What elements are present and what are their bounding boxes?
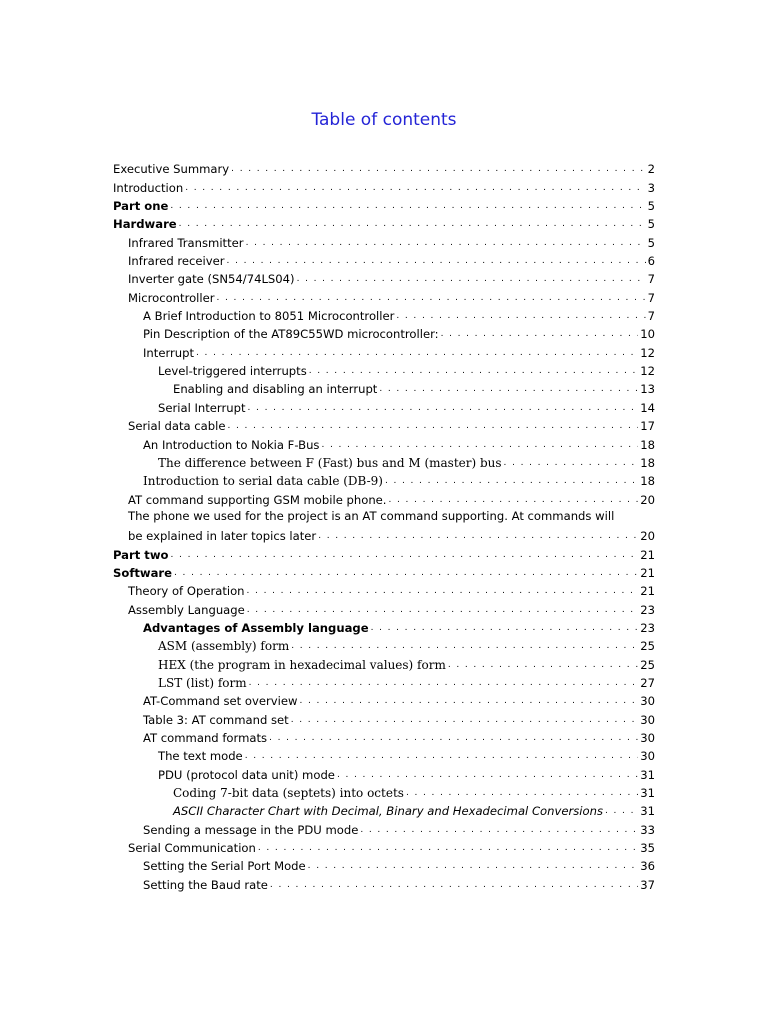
toc-entry[interactable]	[113, 763, 655, 781]
dot-leader	[321, 439, 638, 452]
dot-leader	[245, 750, 639, 763]
dot-leader	[385, 475, 638, 488]
toc-page-number: 36	[640, 859, 655, 874]
toc-entry-label: A Brief Introduction to 8051 Microcontroller	[143, 309, 395, 324]
toc-page-number: 7	[647, 309, 655, 324]
toc-page-number: 6	[647, 254, 655, 269]
toc-page-number: 20	[640, 492, 655, 507]
toc-entry[interactable]	[113, 635, 655, 653]
dot-leader	[396, 310, 645, 323]
toc-entry-label-continued: be explained in later topics later	[128, 529, 317, 544]
toc-entry-label: Software	[113, 565, 173, 580]
toc-entry-label: Serial Communication	[128, 841, 256, 856]
dot-leader	[258, 842, 638, 855]
toc-page-number: 21	[640, 584, 655, 599]
dot-leader	[291, 640, 638, 653]
dot-leader	[170, 200, 645, 213]
dot-leader	[360, 824, 638, 837]
toc-entry-label: Serial Interrupt	[158, 400, 246, 415]
toc-page-number: 13	[640, 382, 655, 397]
toc-page-number: 31	[640, 767, 655, 782]
dot-leader	[297, 273, 646, 286]
toc-entry-label: Table 3: AT command set	[143, 712, 289, 727]
toc-entry-label: Introduction to serial data cable (DB-9)	[143, 474, 383, 489]
toc-page-number: 30	[640, 712, 655, 727]
toc-entry-label: Enabling and disabling an interrupt	[173, 382, 378, 397]
dot-leader	[174, 567, 638, 580]
toc-page-number: 23	[640, 602, 655, 617]
toc-entry[interactable]	[113, 727, 655, 745]
toc-entry-label: Infrared Transmitter	[128, 235, 244, 250]
toc-entry-label: Part one	[113, 199, 169, 214]
dot-leader	[448, 659, 638, 672]
toc-entry-label: LST (list) form	[158, 675, 247, 690]
toc-entry-label: Executive Summary	[113, 162, 230, 177]
toc-entry[interactable]	[113, 837, 655, 855]
toc-page-number: 18	[640, 474, 655, 489]
toc-entry[interactable]	[113, 580, 655, 598]
toc-entry-label: Serial data cable	[128, 419, 226, 434]
toc-page-number: 5	[647, 217, 655, 232]
toc-entry-label: An Introduction to Nokia F-Bus	[143, 437, 320, 452]
dot-leader	[179, 218, 646, 231]
toc-page-number: 5	[647, 235, 655, 250]
toc-entry[interactable]	[113, 360, 655, 378]
toc-page-number: 23	[640, 620, 655, 635]
toc-entry[interactable]	[113, 231, 655, 249]
dot-leader	[185, 182, 645, 195]
toc-entry[interactable]	[113, 305, 655, 323]
toc-entry[interactable]	[113, 507, 655, 544]
toc-entry[interactable]	[113, 598, 655, 616]
toc-entry-label: Level-triggered interrupts	[158, 364, 307, 379]
toc-page-number: 12	[640, 364, 655, 379]
toc-page-number: 12	[640, 345, 655, 360]
toc-entry-label: Hardware	[113, 217, 177, 232]
toc-entry-label: Theory of Operation	[128, 584, 245, 599]
toc-entry-label: ASM (assembly) form	[158, 639, 290, 654]
dot-leader	[388, 494, 638, 507]
toc-page-number: 31	[640, 804, 655, 819]
toc-entry[interactable]	[113, 782, 655, 800]
toc-page-number: 21	[640, 547, 655, 562]
toc-entry[interactable]	[113, 672, 655, 690]
toc-entry-label: Interrupt	[143, 345, 195, 360]
toc-entry[interactable]	[113, 708, 655, 726]
toc-page-number: 27	[640, 675, 655, 690]
toc-entry[interactable]	[113, 818, 655, 836]
toc-entry[interactable]	[113, 341, 655, 359]
toc-page-number: 37	[640, 877, 655, 892]
dot-leader	[171, 549, 639, 562]
toc-entry[interactable]	[113, 745, 655, 763]
toc-entry-label: Sending a message in the PDU mode	[143, 822, 359, 837]
toc-entry[interactable]	[113, 213, 655, 231]
toc-entry[interactable]	[113, 176, 655, 194]
toc-page-number: 14	[640, 400, 655, 415]
dot-leader	[231, 163, 645, 176]
dot-leader	[248, 402, 639, 415]
toc-entry[interactable]	[113, 195, 655, 213]
dot-leader	[309, 365, 639, 378]
dot-leader	[605, 805, 638, 818]
toc-page-number: 5	[647, 199, 655, 214]
dot-leader	[269, 732, 638, 745]
toc-entry[interactable]	[113, 286, 655, 304]
toc-page-number: 21	[640, 565, 655, 580]
toc-entry[interactable]	[113, 855, 655, 873]
toc-page-number: 3	[647, 180, 655, 195]
dot-leader	[406, 787, 638, 800]
dot-leader	[196, 347, 638, 360]
dot-leader	[227, 255, 646, 268]
toc-entry-label: The difference between F (Fast) bus and M (master) bus	[158, 455, 502, 470]
dot-leader	[227, 420, 638, 433]
toc-entry-label: Setting the Serial Port Mode	[143, 859, 306, 874]
toc-entry[interactable]	[113, 415, 655, 433]
toc-entry-label: AT command supporting GSM mobile phone.	[128, 492, 387, 507]
toc-entry-label: ASCII Character Chart with Decimal, Binary and Hexadecimal Conversions	[173, 804, 603, 819]
toc-entry[interactable]	[113, 378, 655, 396]
dot-leader	[249, 677, 639, 690]
toc-entry-label: Pin Description of the AT89C55WD microcontroller:	[143, 327, 439, 342]
dot-leader	[504, 457, 639, 470]
toc-entry-label: The text mode	[158, 749, 243, 764]
dot-leader	[270, 879, 638, 892]
toc-entry-label: Assembly Language	[128, 602, 245, 617]
toc-entry[interactable]	[113, 250, 655, 268]
toc-page-number: 2	[647, 162, 655, 177]
toc-entry-label: Setting the Baud rate	[143, 877, 268, 892]
dot-leader	[247, 585, 639, 598]
toc-page-number: 18	[640, 437, 655, 452]
toc-entry[interactable]	[113, 268, 655, 286]
toc-page-number: 7	[647, 290, 655, 305]
toc-entry-label: Advantages of Assembly language	[143, 620, 369, 635]
toc-page-number: 20	[640, 529, 655, 544]
toc-page-number: 33	[640, 822, 655, 837]
dot-leader	[246, 237, 646, 250]
toc-entry-label: Infrared receiver	[128, 254, 225, 269]
toc-page-number: 30	[640, 694, 655, 709]
toc-entry[interactable]	[113, 562, 655, 580]
toc-page-number: 31	[640, 786, 655, 801]
toc-page-number: 7	[647, 272, 655, 287]
dot-leader	[318, 530, 638, 543]
toc-entry[interactable]	[113, 488, 655, 506]
toc-entry[interactable]	[113, 433, 655, 451]
page-title: Table of contents	[311, 110, 457, 130]
toc-entry-label: The phone we used for the project is an AT command supporting. At commands will	[128, 508, 615, 523]
toc-entry-label: Introduction	[113, 180, 184, 195]
dot-leader	[291, 714, 639, 727]
toc-page-number: 18	[640, 455, 655, 470]
toc-page-number: 25	[640, 657, 655, 672]
toc-entry-label: Inverter gate (SN54/74LS04)	[128, 272, 295, 287]
toc-entry-label: PDU (protocol data unit) mode	[158, 767, 335, 782]
toc-page-number: 30	[640, 749, 655, 764]
toc-entry[interactable]	[113, 617, 655, 635]
toc-page-number: 25	[640, 639, 655, 654]
toc-page-number: 17	[640, 419, 655, 434]
toc-page-number: 35	[640, 841, 655, 856]
toc-entry-label: AT-Command set overview	[143, 694, 298, 709]
toc-page-number: 10	[640, 327, 655, 342]
dot-leader	[379, 383, 638, 396]
toc-entry[interactable]	[113, 690, 655, 708]
toc-entry[interactable]	[113, 470, 655, 488]
toc-entry[interactable]	[113, 158, 655, 176]
dot-leader	[441, 328, 639, 341]
toc-entry-label: AT command formats	[143, 731, 268, 745]
toc-list	[113, 158, 655, 892]
toc-entry-label: Part two	[113, 547, 169, 562]
toc-entry-label: Microcontroller	[128, 290, 215, 305]
toc-entry[interactable]	[113, 873, 655, 891]
toc-entry[interactable]	[113, 543, 655, 561]
toc-entry[interactable]	[113, 396, 655, 414]
dot-leader	[371, 622, 639, 635]
dot-leader	[308, 860, 639, 873]
toc-entry-label: Coding 7-bit data (septets) into octets	[173, 786, 404, 801]
dot-leader	[217, 292, 646, 305]
dot-leader	[247, 604, 638, 617]
toc-entry[interactable]	[113, 653, 655, 671]
toc-entry[interactable]	[113, 800, 655, 818]
toc-entry[interactable]	[113, 452, 655, 470]
toc-entry-label: HEX (the program in hexadecimal values) form	[158, 657, 446, 672]
toc-entry[interactable]	[113, 323, 655, 341]
toc-page-number: 30	[640, 731, 655, 745]
dot-leader	[337, 769, 638, 782]
dot-leader	[299, 695, 638, 708]
